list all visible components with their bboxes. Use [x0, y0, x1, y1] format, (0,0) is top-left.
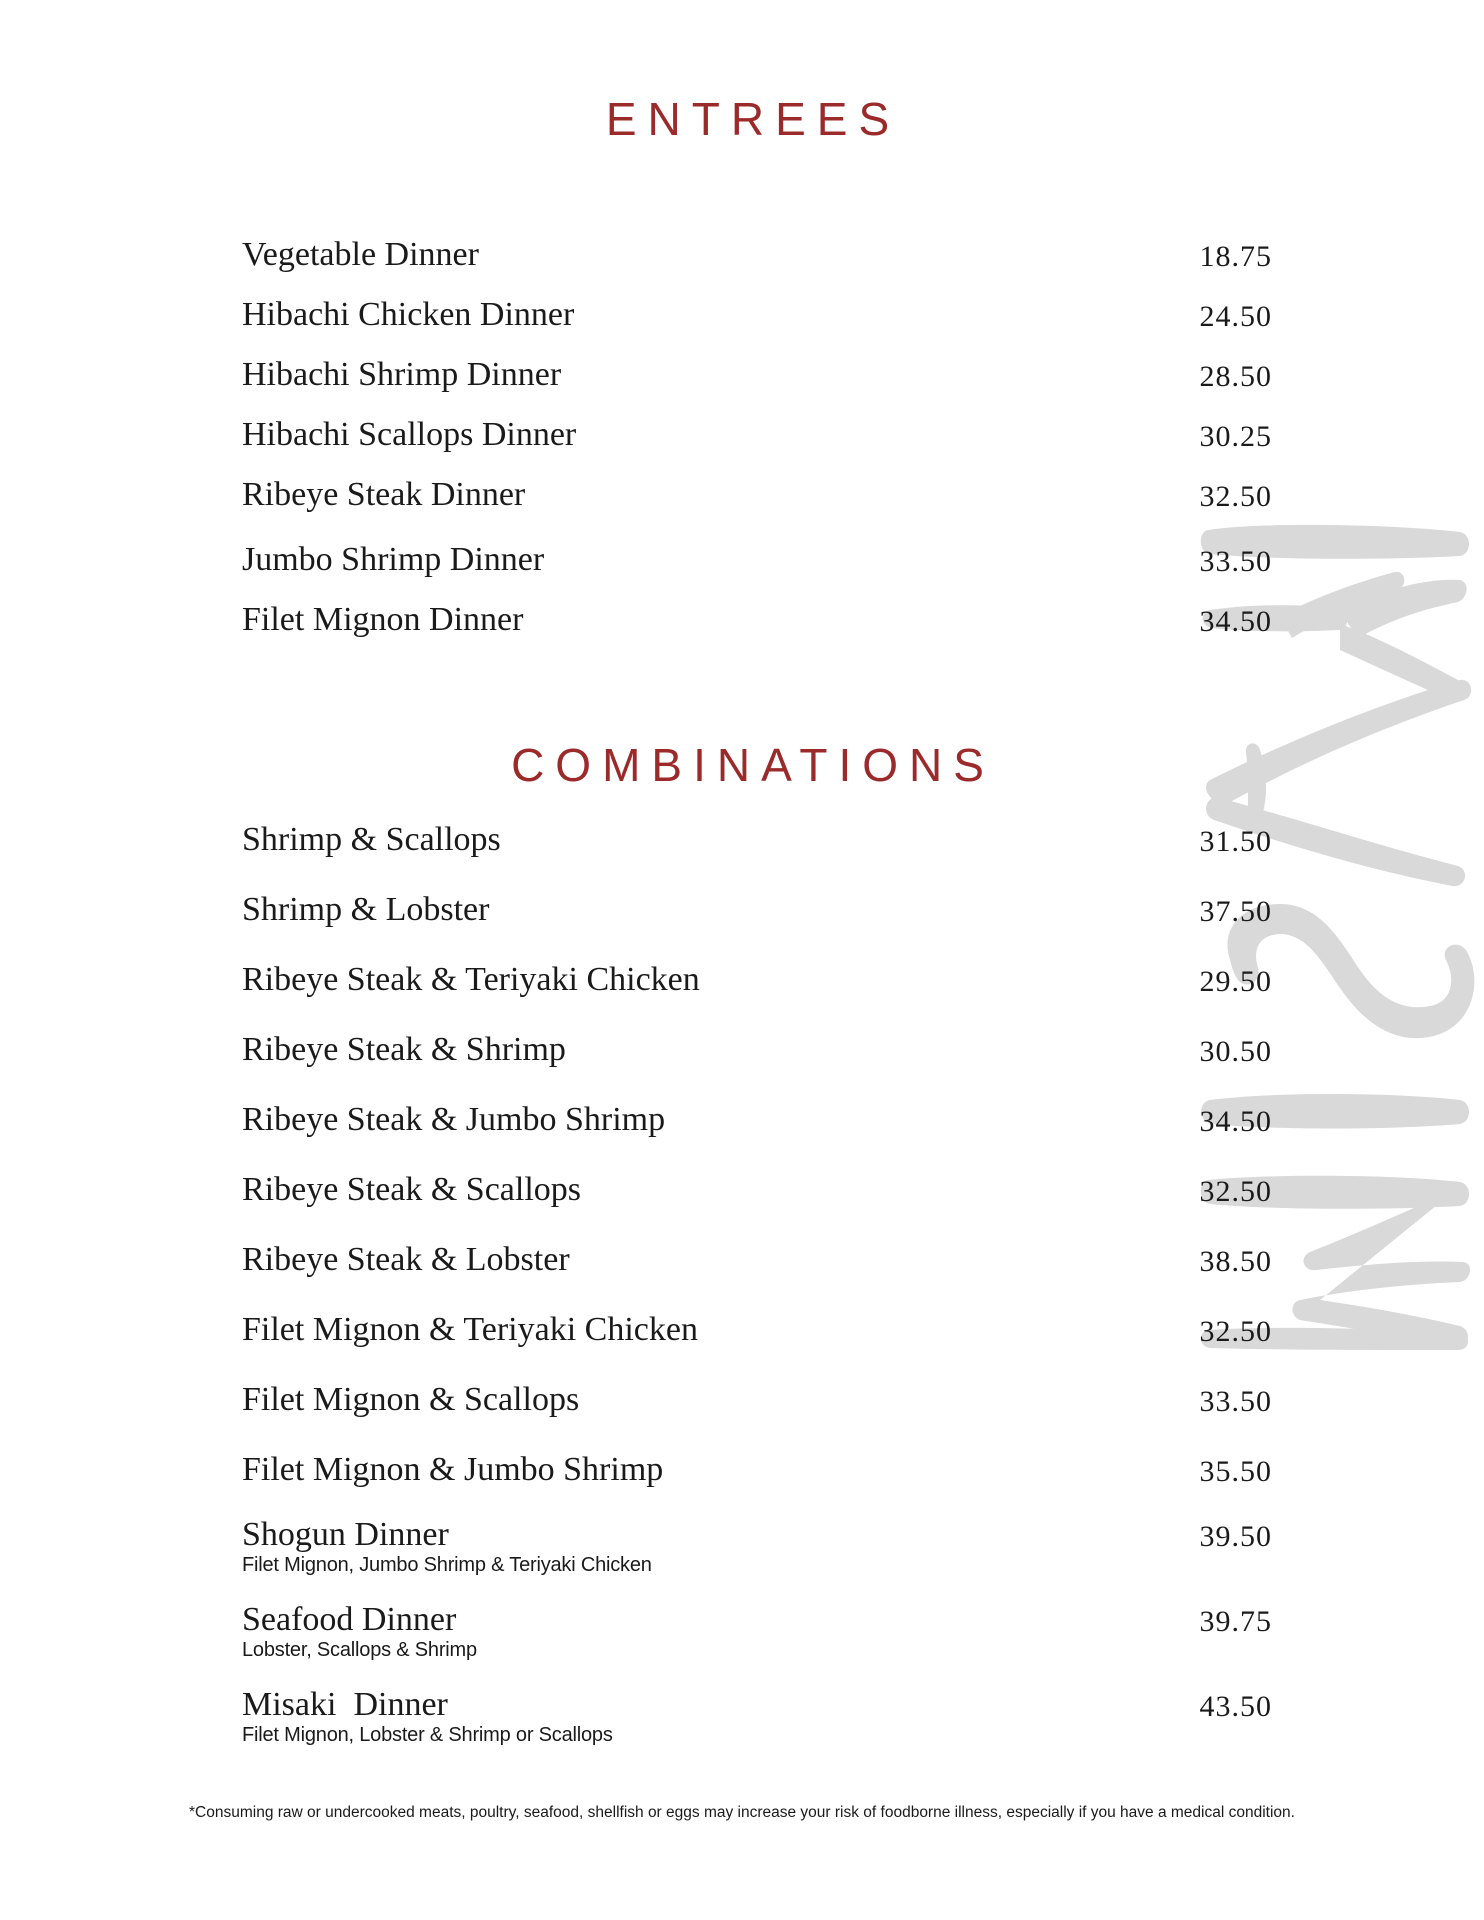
- item-name: Ribeye Steak & Shrimp: [242, 1031, 566, 1068]
- item-price: 29.50: [1199, 965, 1272, 998]
- item-name: Jumbo Shrimp Dinner: [242, 541, 545, 578]
- item-price: 34.50: [1199, 605, 1272, 638]
- health-disclaimer: *Consuming raw or undercooked meats, poultry, seafood, shellfish or eggs may increase your risk of foodborne illness, especially if you have a medical condition.: [189, 1804, 1295, 1821]
- item-price: 32.50: [1199, 1175, 1272, 1208]
- item-name: Hibachi Chicken Dinner: [242, 296, 575, 333]
- item-name: Seafood Dinner: [242, 1601, 457, 1638]
- item-price: 30.50: [1199, 1035, 1272, 1068]
- item-name: Filet Mignon & Teriyaki Chicken: [242, 1311, 698, 1348]
- item-price: 39.75: [1199, 1605, 1272, 1638]
- item-name: Shrimp & Lobster: [242, 891, 490, 928]
- item-price: 18.75: [1199, 240, 1272, 273]
- item-name: Ribeye Steak & Jumbo Shrimp: [242, 1101, 666, 1138]
- item-name: Shogun Dinner: [242, 1516, 449, 1553]
- item-price: 43.50: [1199, 1690, 1272, 1723]
- item-name: Ribeye Steak & Teriyaki Chicken: [242, 961, 700, 998]
- item-price: 35.50: [1199, 1455, 1272, 1488]
- item-name: Hibachi Shrimp Dinner: [242, 356, 562, 393]
- item-name: Hibachi Scallops Dinner: [242, 416, 577, 453]
- item-name: Ribeye Steak & Lobster: [242, 1241, 570, 1278]
- item-price: 34.50: [1199, 1105, 1272, 1138]
- item-name: Vegetable Dinner: [242, 236, 479, 273]
- item-price: 32.50: [1199, 480, 1272, 513]
- item-price: 33.50: [1199, 1385, 1272, 1418]
- item-name: Filet Mignon & Jumbo Shrimp: [242, 1451, 664, 1488]
- item-price: 39.50: [1199, 1520, 1272, 1553]
- item-price: 33.50: [1199, 545, 1272, 578]
- item-price: 32.50: [1199, 1315, 1272, 1348]
- combinations-heading: COMBINATIONS: [511, 739, 995, 791]
- item-description: Filet Mignon, Jumbo Shrimp & Teriyaki Chicken: [242, 1554, 652, 1576]
- item-price: 31.50: [1199, 825, 1272, 858]
- item-price: 38.50: [1199, 1245, 1272, 1278]
- item-name: Ribeye Steak Dinner: [242, 476, 526, 513]
- misaki-watermark-logo: [1190, 520, 1480, 1350]
- item-name: Misaki Dinner: [242, 1686, 448, 1723]
- entrees-heading: ENTREES: [605, 93, 901, 145]
- item-name: Filet Mignon Dinner: [242, 601, 524, 638]
- item-price: 37.50: [1199, 895, 1272, 928]
- item-description: Lobster, Scallops & Shrimp: [242, 1639, 477, 1661]
- item-price: 24.50: [1199, 300, 1272, 333]
- item-description: Filet Mignon, Lobster & Shrimp or Scallops: [242, 1724, 613, 1746]
- item-price: 28.50: [1199, 360, 1272, 393]
- item-price: 30.25: [1199, 420, 1272, 453]
- item-name: Ribeye Steak & Scallops: [242, 1171, 582, 1208]
- item-name: Shrimp & Scallops: [242, 821, 501, 858]
- item-name: Filet Mignon & Scallops: [242, 1381, 580, 1418]
